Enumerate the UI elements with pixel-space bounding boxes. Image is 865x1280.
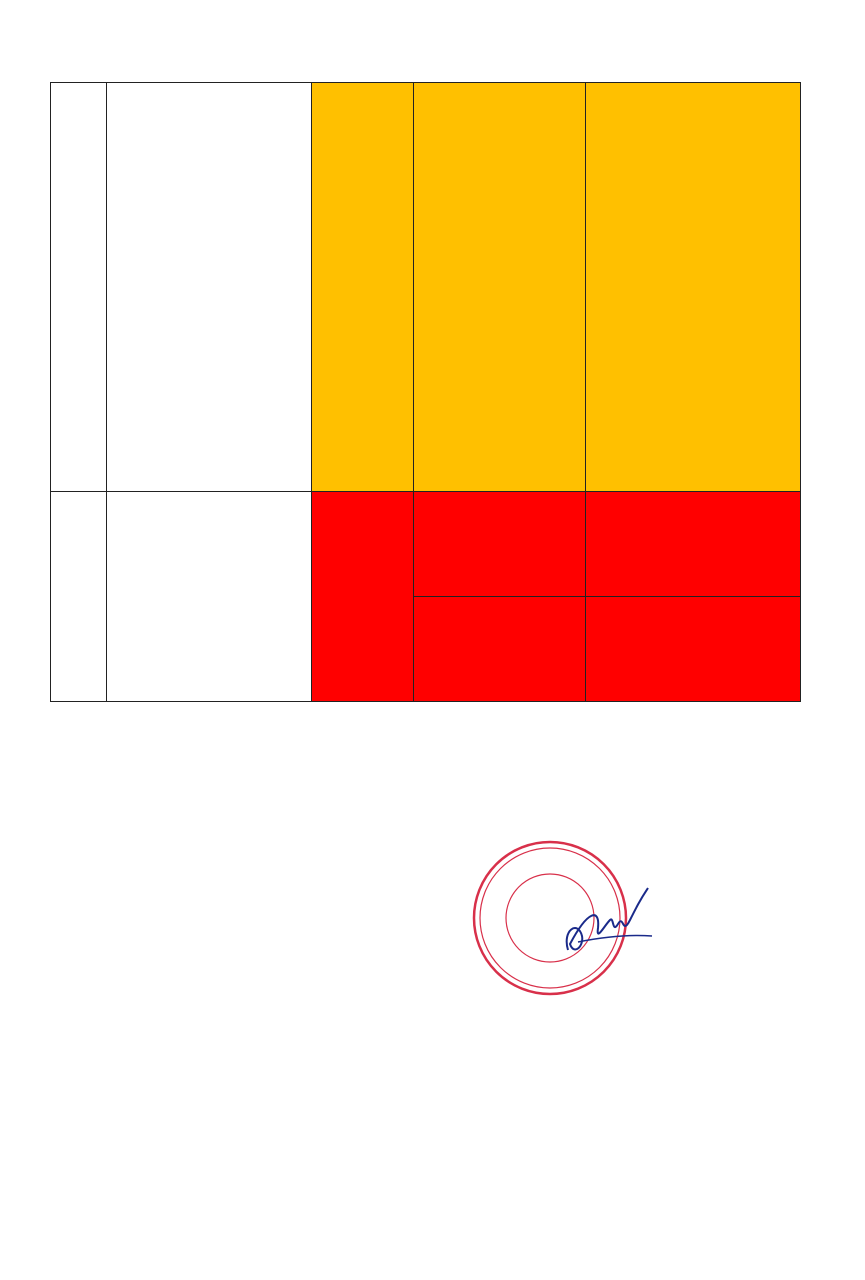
table-border: [800, 82, 801, 702]
table-border: [50, 701, 801, 702]
level3-background: [311, 82, 800, 491]
table-border: [50, 491, 801, 492]
table-border: [50, 82, 51, 702]
table-border: [413, 596, 801, 597]
table-border: [413, 82, 414, 702]
handwritten-signature-icon: [548, 880, 668, 970]
table-border: [585, 82, 586, 702]
table-border: [311, 82, 312, 702]
table-border: [50, 82, 801, 83]
table-border: [106, 82, 107, 702]
